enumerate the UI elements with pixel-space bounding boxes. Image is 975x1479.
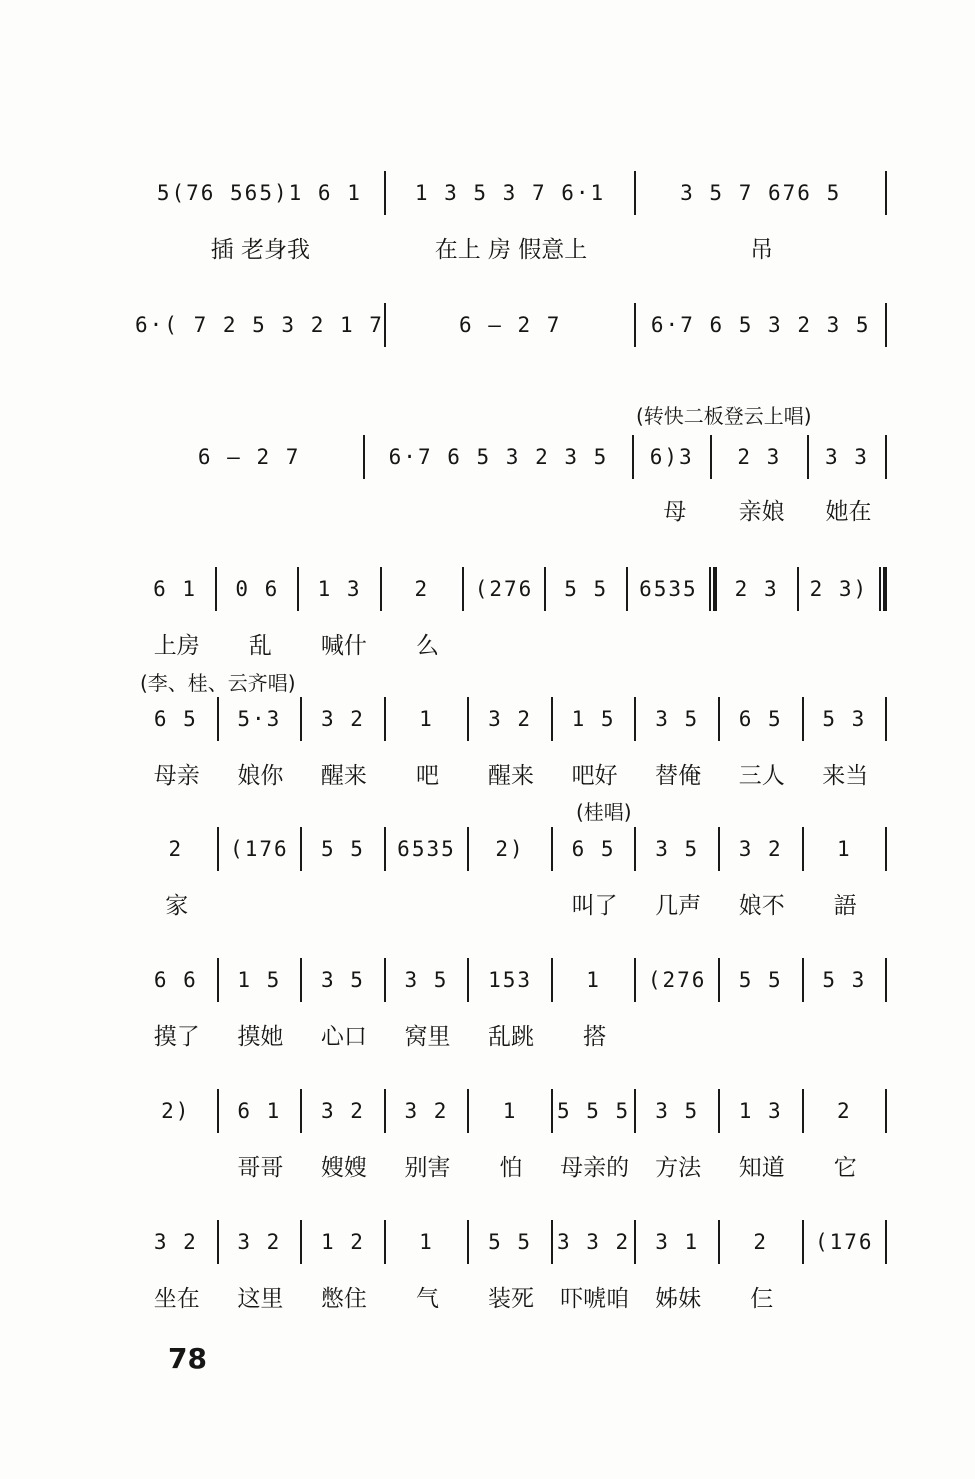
lyric: 喊什 bbox=[320, 632, 367, 659]
measure: 3 3 bbox=[824, 445, 869, 469]
measure: 6·7 6 5 3 2 3 5 bbox=[388, 445, 609, 469]
measure: 3 5 bbox=[320, 968, 365, 992]
notation-line bbox=[135, 300, 887, 350]
measure: 6)3 bbox=[649, 445, 694, 469]
repeat-end-bar bbox=[879, 567, 887, 611]
lyric-line bbox=[135, 230, 887, 264]
lyric: 这里 bbox=[237, 1285, 284, 1312]
measure: 6·( 7 2 5 3 2 1 7 bbox=[135, 313, 384, 337]
lyric: 来当 bbox=[822, 762, 869, 789]
measure: 1 bbox=[419, 1230, 434, 1254]
measure: 0 6 bbox=[235, 577, 280, 601]
lyric: 气 bbox=[415, 1285, 439, 1312]
measure: 2) bbox=[495, 837, 525, 861]
notation-line bbox=[135, 1217, 887, 1267]
measure: 2 bbox=[836, 1099, 852, 1123]
measure: (176 bbox=[814, 1230, 874, 1254]
measure: 1 3 bbox=[738, 1099, 783, 1123]
measure: 5 5 bbox=[564, 577, 609, 601]
lyric: 醒来 bbox=[488, 762, 535, 789]
notation-line bbox=[135, 564, 887, 614]
lyric-line bbox=[135, 1017, 887, 1051]
measure: 1 bbox=[586, 968, 601, 992]
measure: 153 bbox=[488, 968, 532, 992]
measure: 3 2 bbox=[488, 707, 532, 731]
bar-line bbox=[885, 827, 887, 871]
lyric: 哥哥 bbox=[237, 1154, 284, 1181]
page-number: 78 bbox=[168, 1342, 207, 1375]
lyric: 亲娘 bbox=[738, 498, 785, 525]
measure: 5 3 bbox=[822, 707, 867, 731]
measure: 3 1 bbox=[655, 1230, 700, 1254]
measure: 3 5 bbox=[404, 968, 449, 992]
lyric: 方法 bbox=[655, 1154, 702, 1181]
lyric: 她在 bbox=[825, 498, 872, 525]
measure: 5 3 bbox=[822, 968, 867, 992]
measure: 6·7 6 5 3 2 3 5 bbox=[650, 313, 871, 337]
measure: 6 6 bbox=[153, 968, 198, 992]
measure: 2 bbox=[168, 837, 184, 861]
bar-line bbox=[885, 435, 887, 479]
measure: 1 bbox=[502, 1099, 518, 1123]
measure: 6 — 2 7 bbox=[197, 445, 301, 469]
performance-note: (桂唱) bbox=[576, 800, 632, 824]
lyric: 乱跳 bbox=[488, 1023, 535, 1050]
lyric: 摸了 bbox=[153, 1023, 200, 1050]
measure: 6 — 2 7 bbox=[458, 313, 562, 337]
measure: 2) bbox=[161, 1099, 191, 1123]
measure: 6535 bbox=[397, 837, 456, 861]
measure: 5 5 5 bbox=[556, 1099, 631, 1123]
bar-line bbox=[885, 697, 887, 741]
performance-note: (李、桂、云齐唱) bbox=[140, 671, 296, 695]
measure: 3 2 bbox=[404, 1099, 449, 1123]
lyric: 搭 bbox=[583, 1023, 607, 1050]
measure: 6 1 bbox=[153, 577, 198, 601]
measure: 3 2 bbox=[320, 1099, 365, 1123]
bar-line bbox=[885, 1220, 887, 1264]
lyric: 姊妹 bbox=[655, 1285, 702, 1312]
measure: 6535 bbox=[639, 577, 698, 601]
lyric: 吊 bbox=[750, 236, 774, 263]
measure: 3 5 7 676 5 bbox=[680, 181, 842, 205]
measure: 5(76 565)1 6 1 bbox=[156, 181, 362, 205]
lyric: 乱 bbox=[248, 632, 272, 659]
measure: 5 5 bbox=[738, 968, 783, 992]
lyric: 知道 bbox=[738, 1154, 785, 1181]
measure: 3 5 bbox=[655, 837, 700, 861]
lyric: 仨 bbox=[750, 1285, 774, 1312]
notation-line bbox=[135, 824, 887, 874]
lyric: 吓唬咱 bbox=[560, 1285, 630, 1312]
lyric: 心口 bbox=[320, 1023, 367, 1050]
lyric: 它 bbox=[833, 1154, 857, 1181]
repeat-start-bar bbox=[709, 567, 717, 611]
lyric: 几声 bbox=[655, 892, 702, 919]
measure: 6 5 bbox=[738, 707, 783, 731]
measure: 2 3 bbox=[734, 577, 779, 601]
lyric: 憋住 bbox=[320, 1285, 367, 1312]
measure: 6 5 bbox=[153, 707, 198, 731]
measure: 1 5 bbox=[571, 707, 616, 731]
notation-line bbox=[135, 432, 887, 482]
notation-line bbox=[135, 694, 887, 744]
lyric: 么 bbox=[415, 632, 439, 659]
measure: 3 5 bbox=[655, 707, 700, 731]
measure: 6 5 bbox=[571, 837, 616, 861]
notation-line bbox=[135, 955, 887, 1005]
lyric: 窝里 bbox=[404, 1023, 451, 1050]
measure: 3 2 bbox=[320, 707, 365, 731]
bar-line bbox=[885, 171, 887, 215]
measure: 5·3 bbox=[237, 707, 282, 731]
lyric-line bbox=[135, 492, 887, 526]
measure: 1 3 5 3 7 6·1 bbox=[414, 181, 606, 205]
measure: (276 bbox=[647, 968, 707, 992]
measure: 1 3 bbox=[317, 577, 362, 601]
lyric: 娘你 bbox=[237, 762, 284, 789]
lyric: 替俺 bbox=[655, 762, 702, 789]
lyric-line bbox=[135, 886, 887, 920]
measure: 1 2 bbox=[320, 1230, 365, 1254]
bar-line bbox=[885, 1089, 887, 1133]
measure: 3 5 bbox=[655, 1099, 700, 1123]
lyric: 母亲 bbox=[153, 762, 200, 789]
measure: 3 2 bbox=[738, 837, 783, 861]
performance-note: (转快二板登云上唱) bbox=[636, 404, 812, 428]
measure: 1 bbox=[836, 837, 852, 861]
lyric: 母亲的 bbox=[560, 1154, 630, 1181]
lyric: 上房 bbox=[153, 632, 200, 659]
lyric: 醒来 bbox=[320, 762, 367, 789]
measure: 3 2 bbox=[237, 1230, 282, 1254]
lyric: 别害 bbox=[404, 1154, 451, 1181]
lyric: 装死 bbox=[488, 1285, 535, 1312]
lyric: 三人 bbox=[738, 762, 785, 789]
lyric: 嫂嫂 bbox=[320, 1154, 367, 1181]
measure: 6 1 bbox=[237, 1099, 282, 1123]
measure: 2 bbox=[414, 577, 430, 601]
lyric-line bbox=[135, 1148, 887, 1182]
measure: 1 5 bbox=[237, 968, 282, 992]
lyric: 語 bbox=[833, 892, 857, 919]
measure: (276 bbox=[474, 577, 534, 601]
lyric: 家 bbox=[165, 892, 189, 919]
notation-line bbox=[135, 168, 887, 218]
lyric: 摸她 bbox=[237, 1023, 284, 1050]
lyric-line bbox=[135, 1279, 887, 1313]
measure: 1 bbox=[419, 707, 434, 731]
lyric: 叫了 bbox=[571, 892, 618, 919]
measure: 5 5 bbox=[320, 837, 365, 861]
lyric: 怕 bbox=[499, 1154, 523, 1181]
measure: 2 3 bbox=[737, 445, 782, 469]
lyric: 娘不 bbox=[738, 892, 785, 919]
measure: 3 2 bbox=[153, 1230, 198, 1254]
lyric: 吧 bbox=[415, 762, 439, 789]
lyric: 母 bbox=[663, 498, 687, 525]
measure: (176 bbox=[230, 837, 289, 861]
measure: 5 5 bbox=[488, 1230, 532, 1254]
lyric: 插 老身我 bbox=[210, 236, 310, 263]
bar-line bbox=[885, 303, 887, 347]
lyric: 吧好 bbox=[571, 762, 618, 789]
lyric-line bbox=[135, 626, 887, 660]
notation-line bbox=[135, 1086, 887, 1136]
lyric-line bbox=[135, 756, 887, 790]
lyric: 在上 房 假意上 bbox=[434, 236, 588, 263]
lyric: 坐在 bbox=[153, 1285, 200, 1312]
measure: 3 3 2 bbox=[556, 1230, 631, 1254]
bar-line bbox=[885, 958, 887, 1002]
measure: 2 3) bbox=[809, 577, 869, 601]
measure: 2 bbox=[753, 1230, 769, 1254]
